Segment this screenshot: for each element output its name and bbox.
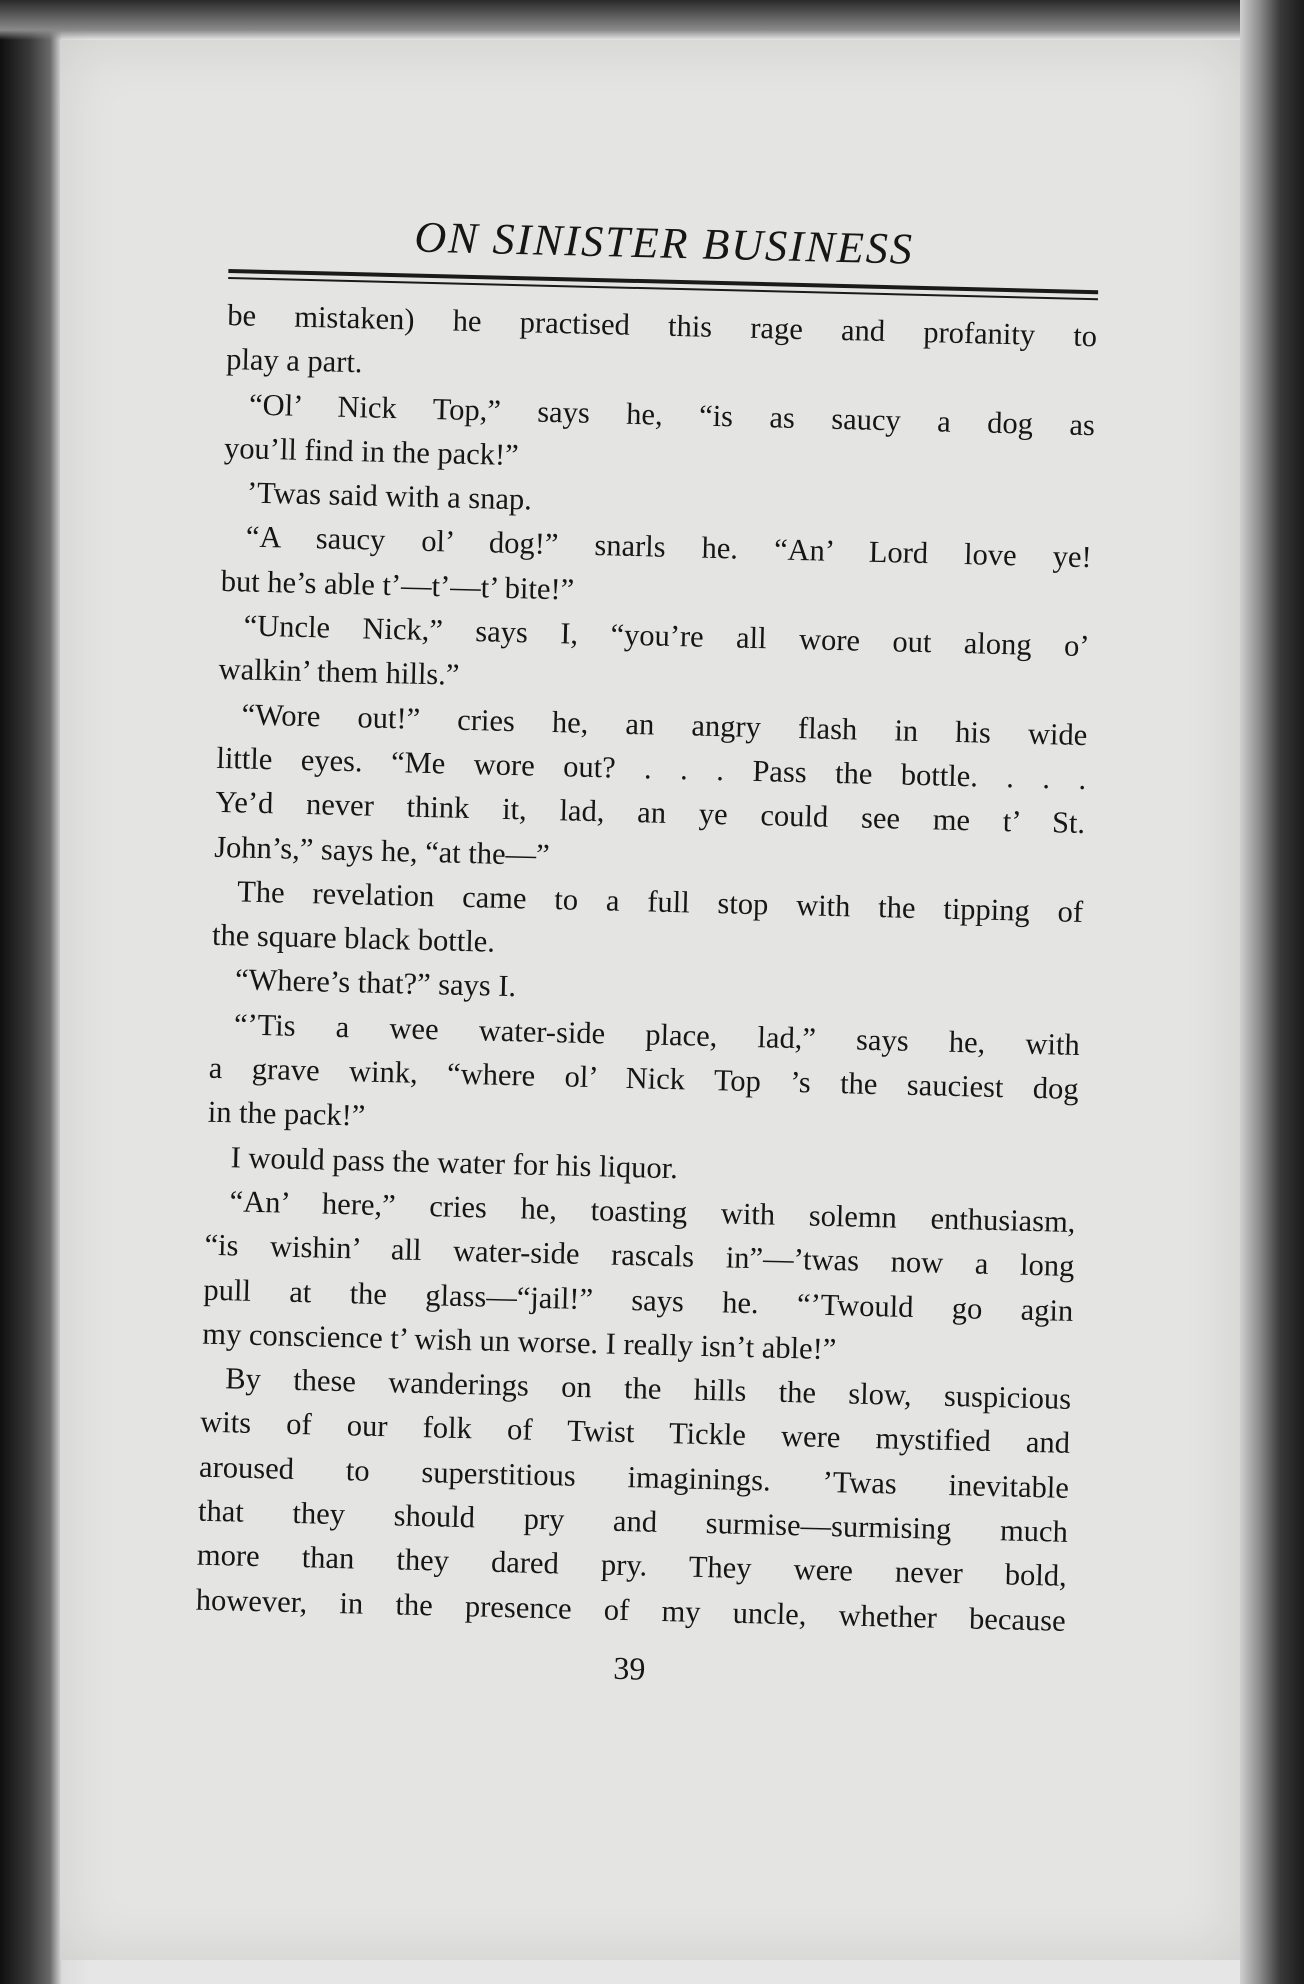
- text-line: little eyes. “Me wore out? . . . Pass the bottle. . . .: [216, 740, 1087, 797]
- text-line: By these wanderings on the hills the slow, suspicious: [224, 1361, 1072, 1417]
- text-line: but he’s able t’—t’—t’ bite!”: [220, 563, 575, 607]
- page-top-edge: [0, 0, 1304, 40]
- text-line: “Ol’ Nick Top,” says he, “is as saucy a dog as: [248, 387, 1096, 442]
- text-line: John’s,” says he, “at the—”: [213, 829, 551, 872]
- text-line: that they should pry and surmise—surmising much: [197, 1493, 1069, 1549]
- text-line: ’Twas said with a snap.: [246, 475, 533, 517]
- page-number: 39: [612, 1649, 646, 1687]
- text-line: “An’ here,” cries he, toasting with solemn enthusiasm,: [229, 1184, 1076, 1239]
- text-line: “A saucy ol’ dog!” snarls he. “An’ Lord love ye!: [245, 519, 1093, 575]
- text-line: pull at the glass—“jail!” says he. “’Twould go agin: [203, 1272, 1074, 1328]
- text-line: wits of our folk of Twist Tickle were mystified and: [199, 1405, 1071, 1461]
- text-line: more than they dared pry. They were never bold,: [196, 1537, 1068, 1594]
- text-line: “Wore out!” cries he, an angry flash in his wide: [241, 697, 1088, 752]
- text-line: “is wishin’ all water-side rascals in”—’twas now a long: [204, 1227, 1075, 1284]
- text-line: you’ll find in the pack!”: [223, 430, 520, 473]
- text-line: be mistaken) he practised this rage and profanity to: [226, 297, 1098, 354]
- text-line: The revelation came to a full stop with the tipping of: [236, 874, 1084, 929]
- text-line: “Where’s that?” says I.: [234, 962, 517, 1004]
- text-line: however, in the presence of my uncle, whether because: [195, 1582, 1067, 1638]
- text-line: Ye’d never think it, lad, an ye could see me t’ St.: [214, 785, 1086, 841]
- text-line: in the pack!”: [207, 1095, 366, 1133]
- text-line: walkin’ them hills.”: [218, 652, 460, 693]
- text-line: aroused to superstitious imaginings. ’Twas inevitable: [198, 1449, 1070, 1505]
- page-text-block: [194, 205, 1100, 1701]
- text-line: “Uncle Nick,” says I, “you’re all wore out along o’: [243, 608, 1090, 664]
- book-spine-edge: [1240, 0, 1304, 1984]
- text-line: my conscience t’ wish un worse. I really isn’t able!”: [202, 1316, 837, 1366]
- text-line: play a part.: [225, 342, 363, 380]
- text-line: the square black bottle.: [211, 917, 496, 959]
- text-line: I would pass the water for his liquor.: [230, 1139, 679, 1185]
- running-head: ON SINISTER BUSINESS: [413, 212, 915, 274]
- text-line: a grave wink, “where ol’ Nick Top ’s the sauciest dog: [208, 1050, 1080, 1107]
- body-text: [195, 293, 1097, 1643]
- text-line: “’Tis a wee water-side place, lad,” says he, with: [233, 1007, 1081, 1062]
